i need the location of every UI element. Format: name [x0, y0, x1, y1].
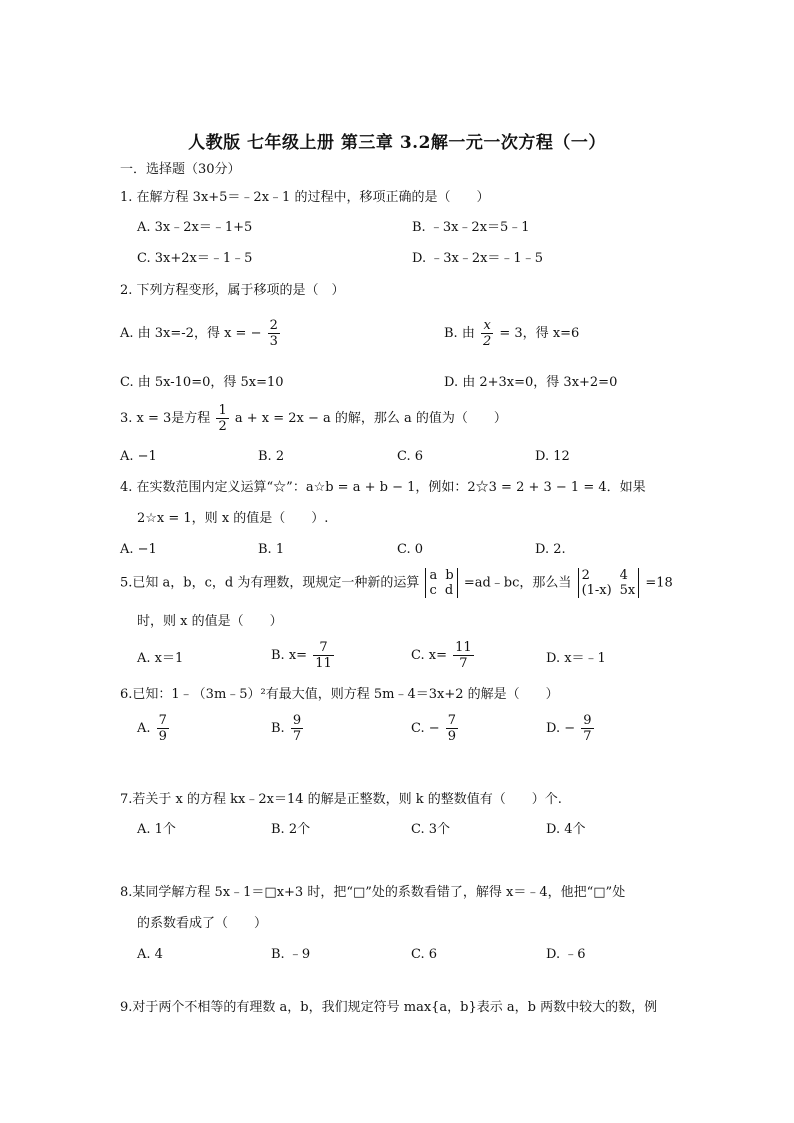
- numerator: 2: [269, 318, 278, 333]
- question-5-stem-line-2: 时，则 x 的值是（ ）: [137, 614, 283, 629]
- question-5-text-start: 5.已知 a，b，c，d 为有理数，现规定一种新的运算: [120, 575, 420, 591]
- question-2-option-b-result: = 3，得 x=6: [499, 326, 580, 341]
- question-9-stem-line-1: 9.对于两个不相等的有理数 a，b，我们规定符号 max{a，b}表示 a，b 两数中较大的数，例: [120, 1000, 658, 1015]
- question-2-option-b[interactable]: [444, 318, 579, 349]
- question-3-option-d[interactable]: D. 12: [535, 449, 570, 464]
- question-8-option-b[interactable]: B. ﹣9: [271, 947, 311, 962]
- denominator: 7: [459, 656, 468, 671]
- question-6-option-b-text: B.: [271, 721, 285, 736]
- fraction: [157, 713, 169, 744]
- question-6-option-a-text: A.: [137, 721, 151, 736]
- numerator: 7: [158, 713, 167, 728]
- numerator: 1: [218, 403, 227, 418]
- determinant-definition: [425, 568, 457, 598]
- question-6-option-d-text: D. −: [546, 721, 576, 736]
- fraction: [581, 713, 593, 744]
- question-1-option-c[interactable]: C. 3x+2x＝﹣1﹣5: [137, 251, 253, 266]
- question-6-option-a[interactable]: [137, 713, 171, 744]
- section-heading: 一．选择题（30分）: [120, 162, 241, 177]
- question-5-option-b[interactable]: [271, 640, 336, 671]
- fraction: [216, 403, 228, 434]
- question-3-option-b[interactable]: B. 2: [258, 449, 285, 464]
- question-8-option-d[interactable]: D. ﹣6: [546, 947, 586, 962]
- numerator: 7: [447, 713, 457, 728]
- fraction: [313, 640, 334, 671]
- question-2-option-b-text: B. 由: [444, 326, 475, 341]
- question-7-option-a[interactable]: A. 1个: [137, 822, 176, 837]
- question-4-option-d[interactable]: D. 2.: [535, 542, 566, 557]
- question-5-text-end: =18: [645, 575, 673, 591]
- numerator: 11: [455, 640, 472, 655]
- page-title: 人教版 七年级上册 第三章 3.2解一元一次方程（一）: [188, 133, 606, 153]
- denominator: 2: [482, 334, 492, 349]
- question-5-stem-line-1: [120, 568, 673, 598]
- fraction: [481, 318, 493, 349]
- question-2-stem: 2. 下列方程变形，属于移项的是（ ）: [120, 283, 345, 298]
- question-1-stem: 1. 在解方程 3x+5＝﹣2x﹣1 的过程中，移项正确的是（ ）: [120, 190, 490, 205]
- question-6-stem: 6.已知：1﹣（3m﹣5）²有最大值，则方程 5m﹣4＝3x+2 的解是（ ）: [120, 687, 559, 702]
- fraction: [268, 318, 280, 349]
- question-1-option-b[interactable]: B. ﹣3x﹣2x＝5﹣1: [412, 220, 530, 235]
- determinant-row: [582, 568, 636, 583]
- question-2-option-a[interactable]: [120, 318, 282, 349]
- question-5-text-mid: =ad﹣bc，那么当: [463, 575, 572, 591]
- question-4-option-a[interactable]: A. −1: [120, 542, 157, 557]
- question-6-option-c-text: C. −: [411, 721, 440, 736]
- question-5-option-d[interactable]: D. x＝﹣1: [546, 651, 606, 666]
- determinant-cell: 2: [581, 568, 590, 583]
- question-2-option-a-text: A. 由 3x=-2，得 x = −: [120, 326, 262, 341]
- fraction: [446, 713, 458, 744]
- question-8-option-a[interactable]: A. 4: [137, 947, 163, 962]
- question-8-stem-line-2: 的系数看成了（ ）: [137, 916, 268, 931]
- denominator: 3: [269, 334, 278, 349]
- denominator: 7: [583, 729, 592, 744]
- question-7-stem: 7.若关于 x 的方程 kx﹣2x＝14 的解是正整数，则 k 的整数值有（ ）个.: [120, 792, 562, 807]
- question-6-option-c[interactable]: [411, 713, 460, 744]
- determinant-row: c d: [429, 583, 454, 598]
- question-5-option-a[interactable]: A. x＝1: [137, 651, 184, 666]
- question-3-stem: [120, 403, 507, 434]
- question-3-text-end: a + x = 2x − a 的解，那么 a 的值为（ ）: [234, 411, 507, 426]
- determinant-cell: (1-x): [581, 583, 612, 598]
- question-3-text-start: 3. x = 3是方程: [120, 411, 211, 426]
- question-5-option-c[interactable]: [411, 640, 476, 671]
- question-6-option-d[interactable]: [546, 713, 596, 744]
- question-4-stem-line-1: 4. 在实数范围内定义运算“☆”：a☆b = a + b − 1，例如：2☆3 = 2 + 3 − 1 = 4．如果: [120, 480, 646, 495]
- determinant-expression: [578, 568, 640, 598]
- question-4-option-c[interactable]: C. 0: [397, 542, 424, 557]
- denominator: 11: [315, 656, 332, 671]
- question-5-option-c-text: C. x=: [411, 648, 447, 663]
- question-7-option-b[interactable]: B. 2个: [271, 822, 311, 837]
- question-1-option-d[interactable]: D. ﹣3x﹣2x＝﹣1﹣5: [412, 251, 543, 266]
- determinant-row: a b: [429, 568, 454, 583]
- question-2-option-d[interactable]: D. 由 2+3x=0，得 3x+2=0: [444, 375, 618, 390]
- question-4-stem-line-2: 2☆x = 1，则 x 的值是（ ）.: [137, 511, 329, 526]
- fraction: [291, 713, 303, 744]
- question-6-option-b[interactable]: [271, 713, 305, 744]
- question-7-option-c[interactable]: C. 3个: [411, 822, 451, 837]
- fraction: [453, 640, 474, 671]
- determinant-cell: 4: [619, 568, 628, 583]
- numerator: 9: [583, 713, 592, 728]
- question-2-option-c[interactable]: C. 由 5x-10=0，得 5x=10: [120, 375, 284, 390]
- determinant-row: [582, 583, 636, 598]
- question-5-option-b-text: B. x=: [271, 648, 308, 663]
- question-7-option-d[interactable]: D. 4个: [546, 822, 586, 837]
- denominator: 9: [158, 729, 167, 744]
- denominator: 9: [447, 729, 457, 744]
- denominator: 2: [218, 419, 227, 434]
- denominator: 7: [292, 729, 302, 744]
- question-8-option-c[interactable]: C. 6: [411, 947, 438, 962]
- numerator: x: [481, 318, 493, 334]
- question-3-option-c[interactable]: C. 6: [397, 449, 424, 464]
- question-8-stem-line-1: 8.某同学解方程 5x﹣1＝□x+3 时，把“□”处的系数看错了，解得 x＝﹣4，他把“□”处: [120, 885, 626, 900]
- question-4-option-b[interactable]: B. 1: [258, 542, 285, 557]
- question-3-option-a[interactable]: A. −1: [120, 449, 157, 464]
- numerator: 9: [292, 713, 302, 728]
- question-1-option-a[interactable]: A. 3x﹣2x＝﹣1+5: [137, 220, 253, 235]
- determinant-cell: 5x: [619, 583, 636, 598]
- numerator: 7: [313, 640, 334, 656]
